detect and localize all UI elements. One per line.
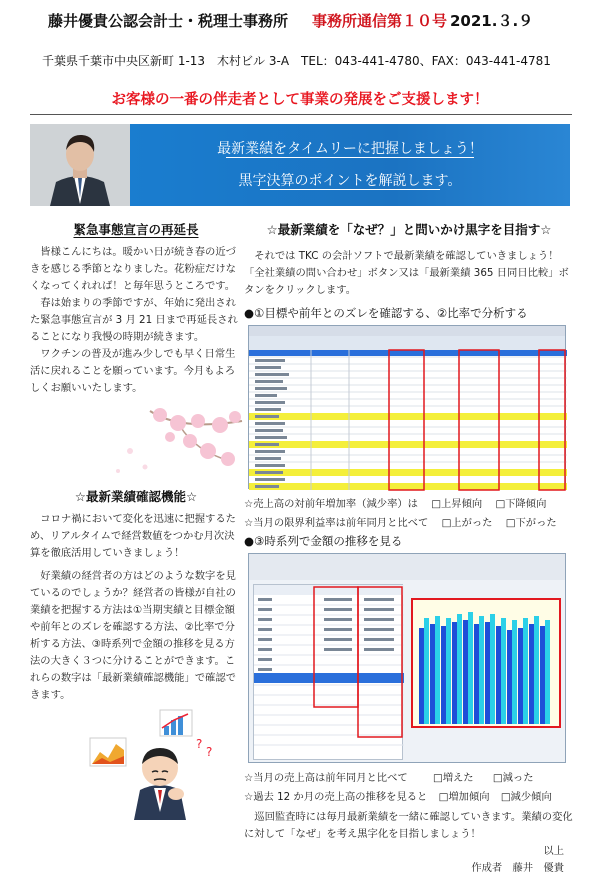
subhead-deviation-ratio: ●①目標や前年とのズレを確認する、②比率で分析する (244, 306, 528, 320)
cherry-blossom-illustration (30, 401, 242, 485)
issue-date: 2021.３.９ (450, 12, 534, 30)
newsletter-header (48, 10, 568, 32)
question-margin-rate: ☆当月の限界利益率は前年同月と比べて (244, 517, 429, 529)
banner-underline1 (226, 157, 474, 158)
question-sales-growth: ☆売上高の対前年増加率（減少率）は (244, 498, 418, 510)
checkbox-margin-down[interactable]: □下がった (505, 517, 557, 529)
svg-text:?: ? (196, 737, 203, 751)
worried-businessman-illustration (30, 708, 242, 820)
svg-text:?: ? (206, 745, 213, 759)
methods-paragraph: 好業績の経営者の方はどのような数字を見ているのでしょうか？経営者の皆様が自社の業績を把握する方法は①当期実績と目標金額や前年とのズレを確認する方法、②比率で分析する方法、③時系列で金額の推移を見る方法の大きく３つに分けることができます。これらの数字は「最新業績確認機能」で確認できます。 (30, 570, 236, 701)
monthly-table-mock (253, 584, 403, 760)
checklist-margin-rate (244, 514, 574, 529)
issue-number: 事務所通信第１０号 (312, 12, 448, 30)
checklist-current-month (244, 769, 574, 784)
monthly-close-paragraph: コロナ禍において変化を迅速に把握するため、リアルタイムで経営数値をつかむ月次決算を徹底活用していきましょう！ (30, 513, 236, 559)
section-title-latest-results: ☆最新業績確認機能☆ (74, 489, 198, 504)
emergency-paragraph: 春は始まりの季節ですが、年始に発出された緊急事態宣言が 3 月 21 日まで再延長されることになり我慢の時期が続きます。 (30, 297, 238, 343)
checkbox-margin-up[interactable]: □上がった (441, 517, 493, 529)
checkbox-increased[interactable]: □増えた (432, 772, 474, 784)
banner-underline2 (260, 189, 440, 190)
question-12-month-trend: ☆過去 12 か月の売上高の推移を見ると (244, 791, 428, 803)
subhead-time-series: ●③時系列で金額の推移を見る (244, 534, 403, 548)
question-current-month: ☆当月の売上高は前年同月と比べて (244, 772, 408, 784)
office-name: 藤井優貴公認会計士・税理士事務所 (48, 12, 289, 30)
performance-table-screenshot (248, 325, 566, 489)
checklist-sales-growth (244, 495, 574, 510)
tkc-intro-paragraph: それでは TKC の会計ソフトで最新業績を確認していきましょう！「全社業績の問い合わせ」ボタン又は「最新業績 365 日同日比較」ボタンをクリックします。 (244, 250, 569, 296)
office-address: 千葉県千葉市中央区新町 1-13 木村ビル 3-A TEL：043-441-4780、FAX：043-441-4781 (42, 54, 551, 68)
slogan: お客様の一番の伴走者として事業の発展をご支援します！ (111, 92, 489, 108)
checkbox-falling-trend[interactable]: □下降傾向 (495, 498, 547, 510)
closing-ijou: 以上 (543, 845, 564, 857)
author-signature: 作成者 藤井 優貴 (471, 862, 564, 874)
time-series-screenshot (248, 553, 566, 763)
checkbox-decreased[interactable]: □減った (492, 772, 534, 784)
hero-section (30, 124, 570, 206)
closing-paragraph: 巡回監査時には毎月最新業績を一緒に確認していきます。業績の変化に対して「なぜ」を考え黒字化を目指しましょう！ (244, 811, 573, 840)
left-column (30, 212, 242, 820)
banner-line2: 黒字決算のポイントを解説します。 (238, 173, 462, 189)
banner-line1: 最新業績をタイムリーに把握しましょう！ (217, 141, 483, 157)
headline-banner (130, 124, 570, 206)
author-portrait (30, 124, 130, 206)
greeting-paragraph: 皆様こんにちは。暖かい日が続き春の近づきを感じる季節となりました。花粉症だけなくなってくれれば！と毎年思うところです。 (30, 246, 236, 292)
checkbox-rising-trend[interactable]: □上昇傾向 (431, 498, 483, 510)
vaccine-paragraph: ワクチンの普及が進み少しでも早く日常生活に戻れることを願っています。今月もよろしくお願いいたします。 (30, 348, 236, 394)
checklist-12-month-trend (244, 788, 574, 803)
checkbox-increasing-trend[interactable]: □増加傾向 (438, 791, 490, 803)
header-divider (30, 114, 572, 115)
right-column (244, 212, 574, 877)
section-title-why: ☆最新業績を「なぜ？」と問いかけ黒字を目指す☆ (266, 222, 552, 237)
checkbox-decreasing-trend[interactable]: □減少傾向 (500, 791, 552, 803)
bar-chart-mock (411, 598, 561, 728)
section-title-emergency: 緊急事態宣言の再延長 (73, 222, 199, 237)
